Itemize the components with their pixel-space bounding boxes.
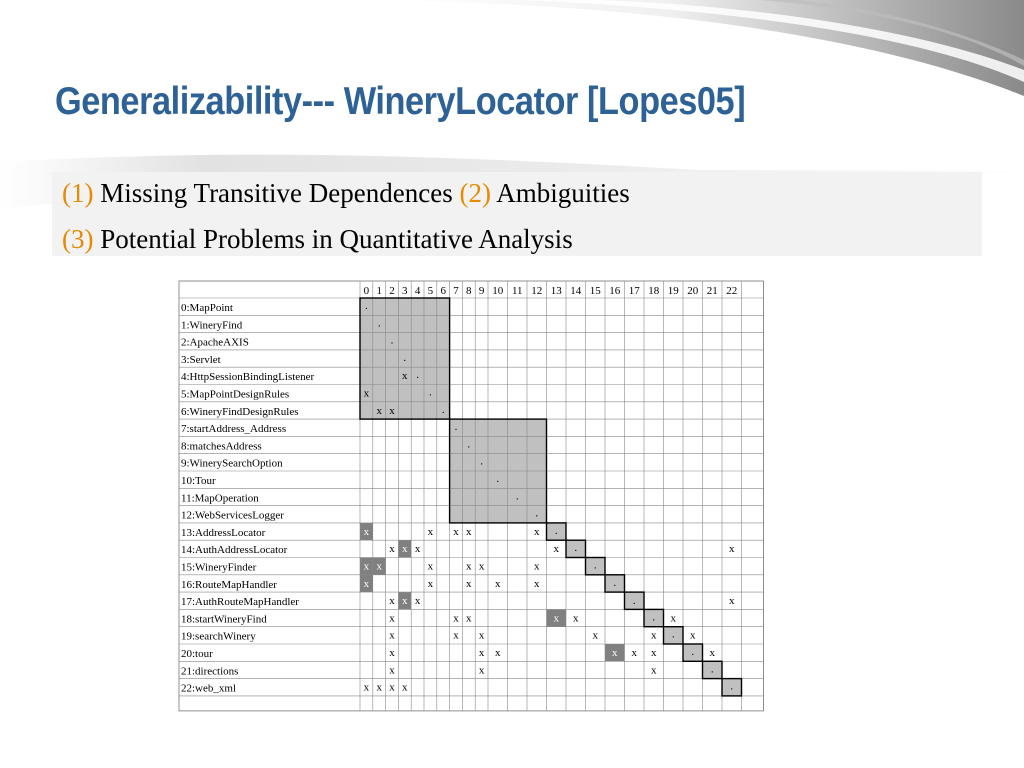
dsm-row-label: 3:Servlet — [181, 353, 221, 366]
bullet-text: Potential Problems in Quantitative Analysis — [93, 224, 573, 254]
dsm-row-label: 12:WebServicesLogger — [181, 509, 284, 522]
dsm-row-label: 15:WineryFinder — [181, 561, 257, 574]
dsm-diagonal-dot: . — [710, 663, 714, 676]
dsm-dependency-mark: x — [553, 612, 559, 625]
dsm-column-header: 14 — [570, 285, 582, 297]
dsm-row-label: 22:web_xml — [181, 682, 236, 695]
dsm-diagonal-dot: . — [671, 628, 675, 641]
dsm-column-header: 0 — [363, 285, 370, 297]
dsm-dependency-mark: x — [670, 612, 676, 625]
bullet-number: (3) — [62, 224, 94, 254]
dsm-dependency-mark: x — [376, 404, 382, 417]
dsm-column-header: 3 — [402, 285, 408, 297]
bullet-text: Missing Transitive Dependences — [93, 178, 460, 208]
dsm-column-header: 16 — [609, 285, 621, 297]
dsm-dependency-mark: x — [553, 543, 559, 556]
dsm-row-label: 11:MapOperation — [181, 492, 259, 505]
dsm-dependency-mark: x — [389, 647, 395, 659]
dsm-dependency-mark: x — [376, 681, 382, 694]
bullet-text: Ambiguities — [490, 178, 630, 208]
dsm-dependency-mark: x — [631, 647, 637, 659]
dsm-dependency-mark: x — [453, 629, 459, 642]
dsm-dependency-mark: x — [495, 577, 501, 590]
dsm-column-header: 4 — [414, 285, 421, 297]
dsm-dependency-mark: x — [466, 612, 472, 625]
dsm-row-label: 17:AuthRouteMapHandler — [181, 596, 299, 609]
dsm-diagonal-dot: . — [730, 680, 734, 693]
dsm-dependency-mark: x — [389, 629, 395, 642]
dsm-diagonal-dot: . — [652, 611, 656, 624]
dsm-dependency-mark: x — [690, 629, 696, 642]
dsm-column-header: 2 — [389, 285, 395, 297]
dsm-dependency-mark: x — [466, 577, 472, 590]
dsm-dependency-mark: x — [363, 387, 370, 400]
bullet-number: (1) — [62, 178, 94, 208]
dsm-column-header: 5 — [427, 285, 434, 297]
dsm-diagonal-dot: . — [574, 542, 578, 555]
dsm-dependency-mark: x — [573, 612, 579, 625]
dsm-column-header: 6 — [440, 285, 446, 297]
dsm-dependency-mark: x — [376, 560, 382, 573]
dsm-dependency-mark: x — [363, 525, 370, 538]
dsm-row-label: 14:AuthAddressLocator — [181, 544, 288, 557]
dsm-dependency-mark: x — [389, 543, 395, 556]
dsm-dependency-mark: x — [427, 525, 434, 538]
dsm-dependency-mark: x — [592, 629, 598, 642]
dsm-dependency-mark: x — [363, 681, 370, 694]
dsm-column-header: 10 — [492, 285, 504, 297]
dsm-row-label: 19:searchWinery — [181, 630, 256, 643]
dsm-column-header: 11 — [511, 285, 523, 297]
dsm-diagonal-dot: . — [480, 455, 483, 468]
dsm-diagonal-dot: . — [535, 507, 539, 520]
dsm-row-label: 13:AddressLocator — [181, 526, 266, 539]
dsm-diagonal-dot: . — [403, 351, 407, 364]
slide-title: Generalizability--- WineryLocator [Lopes05] — [55, 80, 746, 123]
dsm-dependency-mark: x — [534, 577, 540, 590]
dsm-row-label: 5:MapPointDesignRules — [181, 388, 290, 401]
dsm-dependency-mark: x — [478, 647, 485, 659]
dsm-column-header: 20 — [687, 285, 699, 297]
dsm-row-label: 0:MapPoint — [181, 302, 233, 314]
dsm-column-header: 1 — [376, 285, 382, 297]
dsm-dependency-mark: x — [363, 560, 370, 573]
dsm-dependency-mark: x — [389, 612, 395, 625]
dsm-dependency-mark: x — [651, 629, 657, 642]
dsm-diagonal-dot: . — [593, 559, 597, 572]
bullet-point-2 — [62, 224, 573, 255]
dsm-dependency-mark: x — [709, 647, 715, 659]
dsm-diagonal-dot: . — [467, 438, 471, 451]
dsm-dependency-mark: x — [612, 647, 618, 659]
dsm-dependency-mark: x — [478, 560, 485, 573]
dsm-diagonal-dot: . — [365, 300, 368, 312]
dsm-dependency-mark: x — [534, 560, 540, 573]
dsm-row-label: 8:matchesAddress — [181, 440, 262, 453]
dsm-dependency-mark: x — [389, 595, 395, 608]
dsm-row-label: 6:WineryFindDesignRules — [181, 405, 299, 418]
dsm-dependency-mark: x — [466, 560, 472, 573]
dsm-column-header: 7 — [453, 285, 459, 297]
dsm-row-label: 18:startWineryFind — [181, 613, 267, 626]
dsm-dependency-mark: x — [389, 664, 395, 677]
dsm-row-label: 9:WinerySearchOption — [181, 457, 283, 470]
dsm-row-label: 16:RouteMapHandler — [181, 578, 277, 591]
dsm-dependency-mark: x — [651, 664, 657, 677]
dsm-dependency-mark: x — [453, 525, 459, 538]
dsm-row-label: 1:WineryFind — [181, 319, 243, 332]
dsm-diagonal-dot: . — [496, 473, 500, 485]
dsm-column-header: 19 — [667, 285, 679, 297]
dsm-dependency-mark: x — [389, 681, 395, 694]
dependency-structure-matrix — [178, 280, 776, 716]
dsm-diagonal-dot: . — [441, 403, 445, 416]
dsm-diagonal-dot: . — [390, 334, 394, 347]
dsm-dependency-mark: x — [729, 595, 735, 608]
bullet-point-1 — [62, 178, 630, 209]
dsm-column-header: 15 — [589, 285, 601, 297]
dsm-dependency-mark: x — [478, 664, 485, 677]
dsm-column-header: 21 — [706, 285, 718, 297]
bullet-number: (2) — [459, 178, 491, 208]
dsm-diagonal-dot: . — [377, 317, 381, 330]
dsm-dependency-mark: x — [534, 525, 540, 538]
dsm-dependency-mark: x — [495, 647, 501, 659]
dsm-dependency-mark: x — [466, 525, 472, 538]
dsm-column-header: 8 — [466, 285, 472, 297]
dsm-dependency-mark: x — [402, 370, 408, 383]
dsm-diagonal-dot: . — [416, 369, 419, 382]
dsm-dependency-mark: x — [402, 595, 408, 608]
dsm-column-header: 12 — [531, 285, 543, 297]
dsm-dependency-mark: x — [414, 543, 421, 556]
dsm-dependency-mark: x — [453, 612, 459, 625]
dsm-dependency-mark: x — [414, 595, 421, 608]
dsm-column-header: 18 — [648, 285, 660, 297]
dsm-column-header: 17 — [628, 285, 640, 297]
dsm-row-label: 10:Tour — [181, 475, 216, 487]
dsm-dependency-mark: x — [402, 681, 408, 694]
dsm-row-label: 7:startAddress_Address — [181, 423, 287, 436]
dsm-diagonal-dot: . — [515, 490, 519, 503]
dsm-dependency-mark: x — [478, 629, 485, 642]
dsm-row-label: 21:directions — [181, 665, 239, 678]
dsm-row-label: 4:HttpSessionBindingListener — [181, 371, 315, 384]
dsm-dependency-mark: x — [651, 647, 657, 659]
dsm-dependency-mark: . — [632, 595, 636, 608]
dsm-dependency-mark: x — [389, 404, 395, 417]
dsm-diagonal-dot: . — [454, 421, 458, 434]
dsm-dependency-mark: x — [363, 577, 370, 590]
dsm-diagonal-dot: . — [613, 576, 617, 589]
dsm-diagonal-dot: . — [554, 524, 558, 537]
dsm-dependency-mark: x — [427, 577, 434, 590]
dsm-column-header: 13 — [550, 285, 562, 297]
dsm-column-header: 9 — [478, 285, 485, 297]
dsm-row-label: 2:ApacheAXIS — [181, 336, 249, 349]
dsm-column-header: 22 — [726, 285, 738, 297]
dsm-dependency-mark: x — [402, 543, 408, 556]
dsm-row-label: 20:tour — [181, 648, 213, 660]
dsm-dependency-mark: x — [729, 543, 735, 556]
dsm-diagonal-dot: . — [691, 646, 695, 658]
dsm-dependency-mark: x — [427, 560, 434, 573]
dsm-diagonal-dot: . — [429, 386, 432, 399]
